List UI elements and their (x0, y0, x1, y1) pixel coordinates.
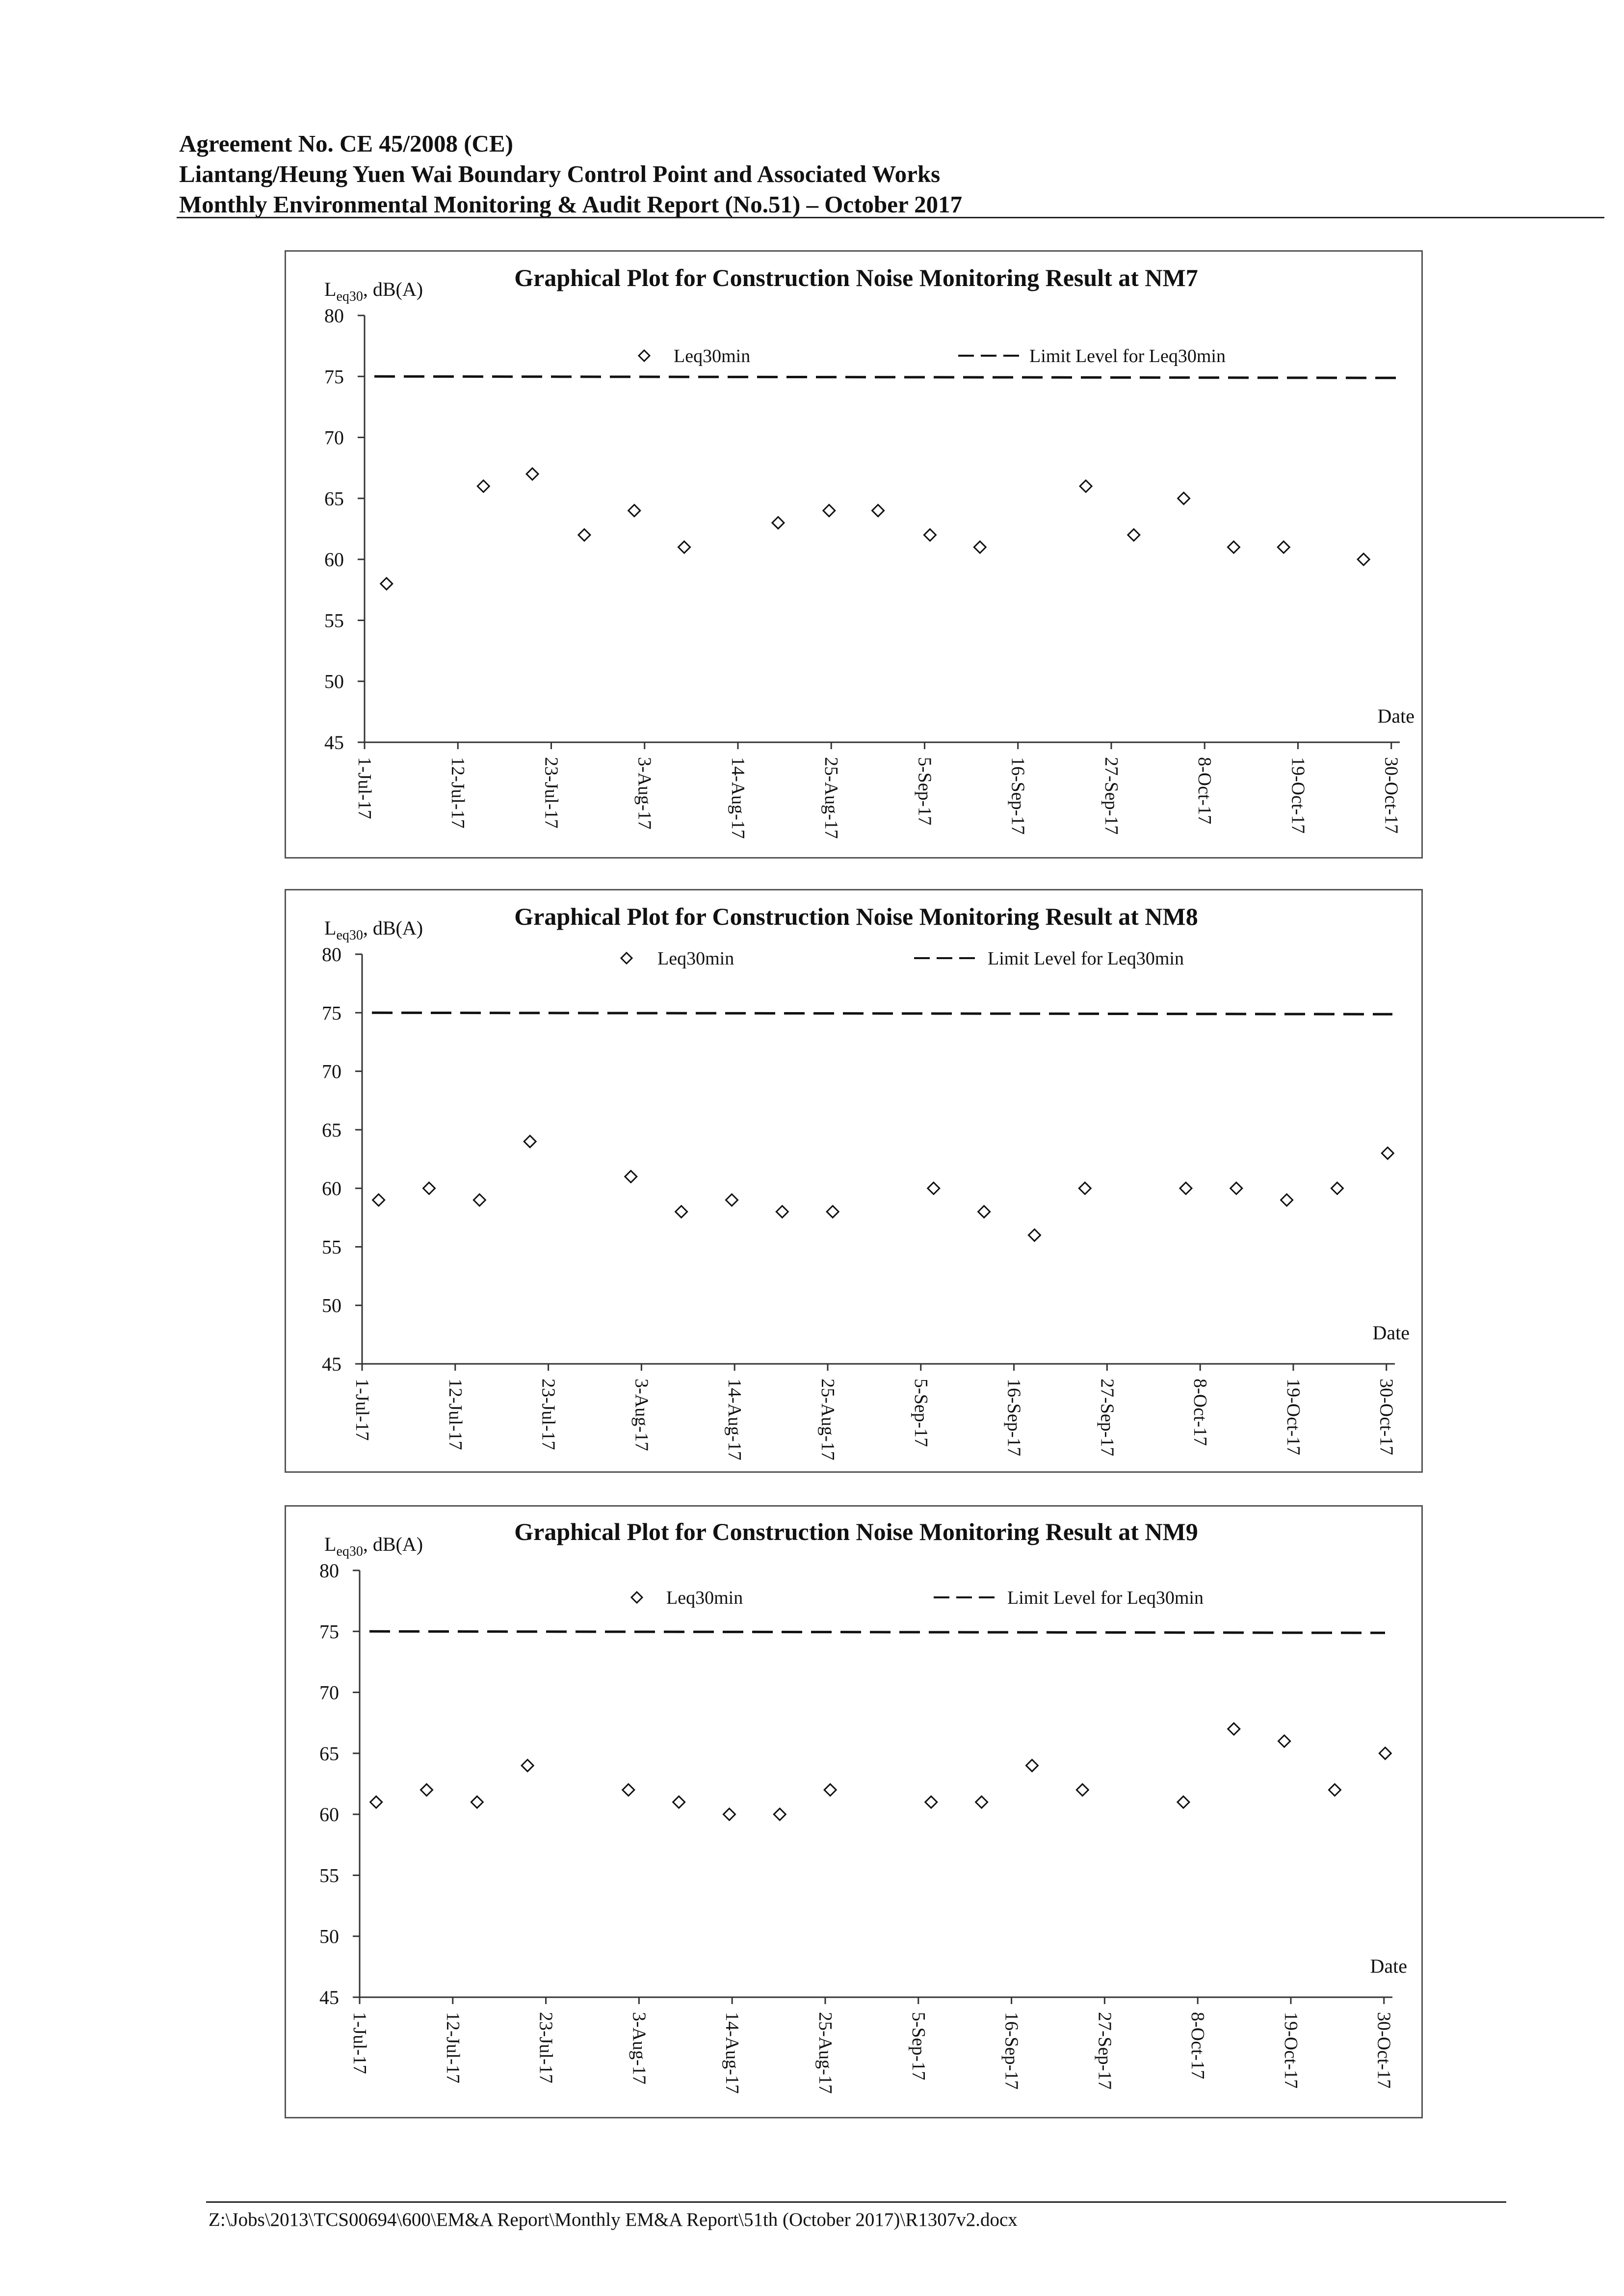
y-tick-label: 45 (319, 1986, 339, 2009)
x-tick-label: 1-Jul-17 (354, 757, 375, 819)
data-point (522, 1760, 533, 1772)
legend-marker (621, 953, 632, 964)
y-tick-label: 50 (322, 1294, 341, 1317)
data-point (1358, 553, 1369, 565)
data-point (978, 1206, 990, 1218)
x-tick-label: 5-Sep-17 (910, 1379, 931, 1447)
data-point (726, 1194, 737, 1206)
chart-title: Graphical Plot for Construction Noise Monitoring Result at NM9 (514, 1518, 1198, 1545)
data-point (1331, 1182, 1343, 1194)
data-point (976, 1796, 988, 1808)
x-tick-label: 12-Jul-17 (442, 2012, 463, 2084)
data-point (872, 505, 884, 517)
limit-line (372, 1013, 1392, 1014)
data-point (1278, 541, 1289, 553)
x-tick-label: 1-Jul-17 (349, 2012, 370, 2074)
data-point (1379, 1748, 1391, 1759)
x-tick-label: 27-Sep-17 (1094, 2012, 1115, 2090)
data-point (772, 517, 784, 529)
data-point (827, 1206, 838, 1218)
legend-limit-label: Limit Level for Leq30min (1007, 1588, 1204, 1608)
data-point (1279, 1735, 1290, 1747)
x-tick-label: 8-Oct-17 (1194, 757, 1215, 825)
data-point (421, 1784, 433, 1796)
y-tick-label: 60 (324, 548, 344, 571)
legend-marker (631, 1592, 642, 1603)
legend-series-label: Leq30min (674, 346, 751, 366)
y-tick-label: 65 (322, 1119, 341, 1141)
data-point (774, 1808, 786, 1820)
legend-limit-label: Limit Level for Leq30min (1029, 346, 1226, 366)
data-point (1281, 1194, 1293, 1206)
data-point (578, 529, 590, 541)
chart-nm9 (285, 1505, 1423, 2118)
x-tick-label: 16-Sep-17 (1003, 1379, 1024, 1457)
chart-nm9-plot (286, 1507, 1421, 2117)
x-tick-label: 8-Oct-17 (1190, 1379, 1211, 1446)
x-axis-label: Date (1377, 705, 1414, 727)
x-tick-label: 19-Oct-17 (1283, 1379, 1304, 1456)
legend-series-label: Leq30min (666, 1588, 743, 1608)
x-tick-label: 14-Aug-17 (724, 1379, 745, 1461)
data-point (381, 578, 393, 590)
x-tick-label: 25-Aug-17 (817, 1379, 838, 1461)
y-tick-label: 80 (322, 943, 341, 965)
data-point (1080, 480, 1092, 492)
agreement-number: Agreement No. CE 45/2008 (CE) (179, 130, 513, 157)
y-tick-label: 50 (319, 1925, 339, 1948)
x-axis-label: Date (1372, 1322, 1410, 1344)
x-tick-label: 27-Sep-17 (1097, 1379, 1118, 1457)
data-point (1079, 1182, 1091, 1194)
x-tick-label: 25-Aug-17 (821, 757, 842, 839)
data-point (673, 1796, 685, 1808)
chart-title: Graphical Plot for Construction Noise Monitoring Result at NM8 (514, 903, 1198, 930)
file-path: Z:\Jobs\2013\TCS00694\600\EM&A Report\Monthly EM&A Report\51th (October 2017)\R1307v2.docx (209, 2209, 1018, 2230)
x-axis-label: Date (1370, 1955, 1407, 1977)
y-tick-label: 75 (319, 1620, 339, 1643)
y-tick-label: 55 (322, 1236, 341, 1258)
y-tick-label: 75 (324, 365, 344, 388)
x-tick-label: 3-Aug-17 (634, 757, 655, 830)
chart-title: Graphical Plot for Construction Noise Monitoring Result at NM7 (514, 264, 1198, 291)
x-tick-label: 30-Oct-17 (1381, 757, 1402, 834)
footer-divider (206, 2201, 1506, 2203)
data-point (1026, 1760, 1038, 1772)
x-tick-label: 30-Oct-17 (1373, 2012, 1394, 2089)
x-tick-label: 1-Jul-17 (352, 1379, 372, 1441)
x-tick-label: 23-Jul-17 (538, 1379, 559, 1450)
x-tick-label: 23-Jul-17 (541, 757, 562, 829)
x-tick-label: 19-Oct-17 (1280, 2012, 1301, 2089)
y-tick-label: 55 (319, 1864, 339, 1887)
data-point (524, 1136, 536, 1148)
y-tick-label: 80 (324, 305, 344, 327)
data-point (1178, 1796, 1189, 1808)
data-point (1231, 1182, 1242, 1194)
data-point (1180, 1182, 1192, 1194)
y-axis-label: $L_{eq30}$, dB(A) (324, 1533, 423, 1559)
y-tick-label: 60 (319, 1803, 339, 1826)
data-point (723, 1808, 735, 1820)
data-point (924, 529, 936, 541)
data-point (1076, 1784, 1088, 1796)
data-point (1128, 529, 1140, 541)
x-tick-label: 14-Aug-17 (722, 2012, 743, 2094)
data-point (526, 468, 538, 480)
report-title: Monthly Environmental Monitoring & Audit Report (No.51) – October 2017 (179, 191, 963, 218)
data-point (625, 1171, 637, 1182)
x-tick-label: 16-Sep-17 (1007, 757, 1028, 835)
data-point (1329, 1784, 1340, 1796)
x-tick-label: 8-Oct-17 (1187, 2012, 1208, 2080)
data-point (679, 541, 690, 553)
y-tick-label: 65 (324, 487, 344, 510)
x-tick-label: 3-Aug-17 (631, 1379, 652, 1451)
data-point (1178, 493, 1190, 504)
data-point (373, 1194, 385, 1206)
limit-line (369, 1631, 1385, 1633)
legend-marker (639, 350, 650, 361)
y-tick-label: 65 (319, 1742, 339, 1765)
data-point (1028, 1229, 1040, 1241)
data-point (823, 505, 835, 517)
report-header (179, 129, 1602, 220)
chart-nm7-plot (286, 252, 1421, 857)
y-tick-label: 45 (324, 731, 344, 754)
data-point (629, 505, 640, 517)
y-axis-label: $L_{eq30}$, dB(A) (324, 278, 423, 304)
data-point (473, 1194, 485, 1206)
data-point (1382, 1148, 1393, 1159)
project-title: Liantang/Heung Yuen Wai Boundary Control Point and Associated Works (179, 160, 941, 187)
data-point (676, 1206, 687, 1218)
data-point (824, 1784, 836, 1796)
data-point (776, 1206, 788, 1218)
y-tick-label: 70 (322, 1060, 341, 1083)
x-tick-label: 12-Jul-17 (445, 1379, 466, 1450)
x-tick-label: 30-Oct-17 (1376, 1379, 1397, 1456)
x-tick-label: 23-Jul-17 (535, 2012, 556, 2084)
y-tick-label: 70 (324, 426, 344, 449)
data-point (477, 480, 489, 492)
y-tick-label: 80 (319, 1560, 339, 1582)
x-tick-label: 12-Jul-17 (447, 757, 469, 829)
data-point (471, 1796, 483, 1808)
limit-line (374, 376, 1400, 378)
header-divider (177, 217, 1604, 218)
x-tick-label: 5-Sep-17 (908, 2012, 929, 2081)
x-tick-label: 19-Oct-17 (1287, 757, 1309, 834)
data-point (423, 1182, 435, 1194)
data-point (974, 541, 986, 553)
data-point (623, 1784, 634, 1796)
y-tick-label: 75 (322, 1002, 341, 1024)
y-axis-label: $L_{eq30}$, dB(A) (324, 917, 423, 943)
data-point (370, 1796, 382, 1808)
data-point (1228, 1723, 1240, 1735)
y-tick-label: 55 (324, 609, 344, 632)
x-tick-label: 25-Aug-17 (814, 2012, 836, 2094)
x-tick-label: 27-Sep-17 (1100, 757, 1122, 835)
y-tick-label: 45 (322, 1353, 341, 1375)
data-point (928, 1182, 940, 1194)
data-point (925, 1796, 937, 1808)
x-tick-label: 14-Aug-17 (727, 757, 748, 839)
y-tick-label: 60 (322, 1177, 341, 1200)
x-tick-label: 5-Sep-17 (914, 757, 935, 826)
chart-nm8-plot (286, 890, 1421, 1471)
data-point (1228, 541, 1239, 553)
chart-nm7 (285, 250, 1423, 859)
x-tick-label: 16-Sep-17 (1001, 2012, 1022, 2090)
x-tick-label: 3-Aug-17 (629, 2012, 650, 2085)
legend-limit-label: Limit Level for Leq30min (988, 948, 1184, 969)
y-tick-label: 50 (324, 670, 344, 693)
y-tick-label: 70 (319, 1681, 339, 1704)
legend-series-label: Leq30min (657, 948, 734, 969)
chart-nm8 (285, 889, 1423, 1473)
